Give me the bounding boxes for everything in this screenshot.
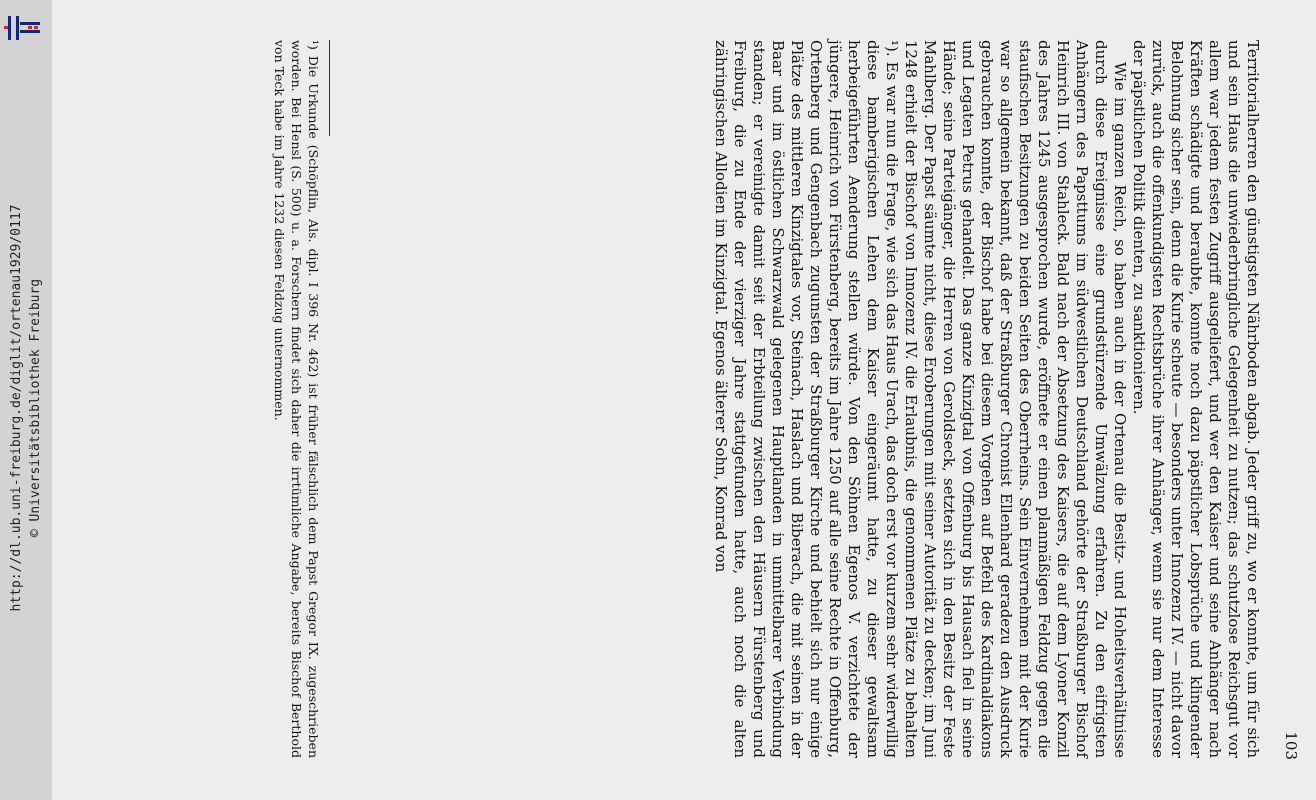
paragraph: Territorialherren den günstigsten Nährboden abgab. Jeder griff zu, wo er konnte, um für sich und sein Haus die unwiederbringliche Gelegenheit zu nutzen; das schutzlose Reichsgut vor allem war jedem festen Zugriff ausgeliefert, und wer den Kaiser und seine Anhänger nach Kräften schädigte und beraubte, konnte noch dazu päpstlicher Lobsprüche und klingender Belohnung sicher sein, denn die Kurie scheute — besonders unter Innozenz IV. — nicht davor zurück, auch die offenkundigsten Rechtsbrüche ihrer Anhänger, wenn sie nur dem Interesse der päpstlichen Politik dienten, zu sanktionieren.	[1130, 40, 1262, 758]
footnote-divider	[329, 40, 330, 136]
copyright-text: © Universitätsbibliothek Freiburg	[28, 278, 43, 538]
source-url-link[interactable]: http://dl.ub.uni-freiburg.de/diglit/ortenau1929/0117	[9, 204, 24, 612]
sidebar	[0, 0, 52, 800]
body-text	[711, 40, 1262, 758]
scanned-page	[52, 0, 1316, 800]
credit-text	[4, 16, 48, 800]
page-number: 103	[1282, 731, 1300, 760]
footnote: ¹) Die Urkunde (Schöpflin, Als. dipl. I 396 Nr. 462) ist früher fälschlich dem Papst Gregor IX. zugeschrieben worden. Bei Hensl (S. 500) u. a. Forschern findet sich daher die irrtümliche Angabe, bereits Bischof Berthold von Teck habe im Jahre 1232 diesen Feldzug unternommen.	[272, 40, 321, 758]
page-content	[52, 0, 1316, 800]
paragraph: Wie im ganzen Reich, so haben auch in der Ortenau die Besitz- und Hoheitsverhältnisse durch diese Ereignisse eine grundstürzende Umwälzung erfahren. Zu den eifrigsten Anhängern des Papsttums im südwestlichen Deutschland gehörte der Straßburger Bischof Heinrich III. von Stahleck. Bald nach der Absetzung des Kaisers, die auf dem Lyoner Konzil des Jahres 1245 ausgesprochen wurde, eröffnete er einen planmäßigen Feldzug gegen die staufischen Besitzungen zu beiden Seiten des Oberrheins. Sein Einvernehmen mit der Kurie war so allgemein bekannt, daß der Straßburger Chronist Ellenhard geradezu den Ausdruck gebrauchen konnte, der Bischof habe bei diesem Vorgehen auf Befehl des Kardinaldiakons und Legaten Petrus gehandelt. Das ganze Kinzigtal von Offenburg bis Hausach fiel in seine Hände; seine Parteigänger, die Herren von Geroldseck, setzten sich in den Besitz der Feste Mahlberg. Der Papst säumte nicht, diese Eroberungen mit seiner Autorität zu decken; im Juni 1248 erhielt der Bischof von Innozenz IV. die Erlaubnis, die genommenen Plätze zu behalten ¹). Es war nun die Frage, wie sich das Haus Urach, das doch erst vor kurzem sehr widerwillig diese bamberigischen Lehen dem Kaiser eingeräumt hatte, zu dieser gewaltsam herbeigeführten Aenderung stellen würde. Von den Söhnen Egenos V. verzichtete der jüngere, Heinrich von Fürstenberg, bereits im Jahre 1250 auf alle seine Rechte in Offenburg, Ortenberg und Gengenbach zugunsten der Straßburger Kirche und behielt sich nur einige Plätze des mittleren Kinzigtales vor, Steinach, Haslach und Biberach, die mit seinen in der Baar und im östlichen Schwarzwald gelegenen Hauptlanden in unmittelbarer Verbindung standen; er vereinigte damit seit der Erbteilung zwischen den Häusern Fürstenberg und Freiburg, die zu Ende der vierziger Jahre stattgefunden hatte, auch noch die alten zähringischen Allodien im Kinzigtal. Egenos älterer Sohn, Konrad von	[712, 40, 1129, 758]
